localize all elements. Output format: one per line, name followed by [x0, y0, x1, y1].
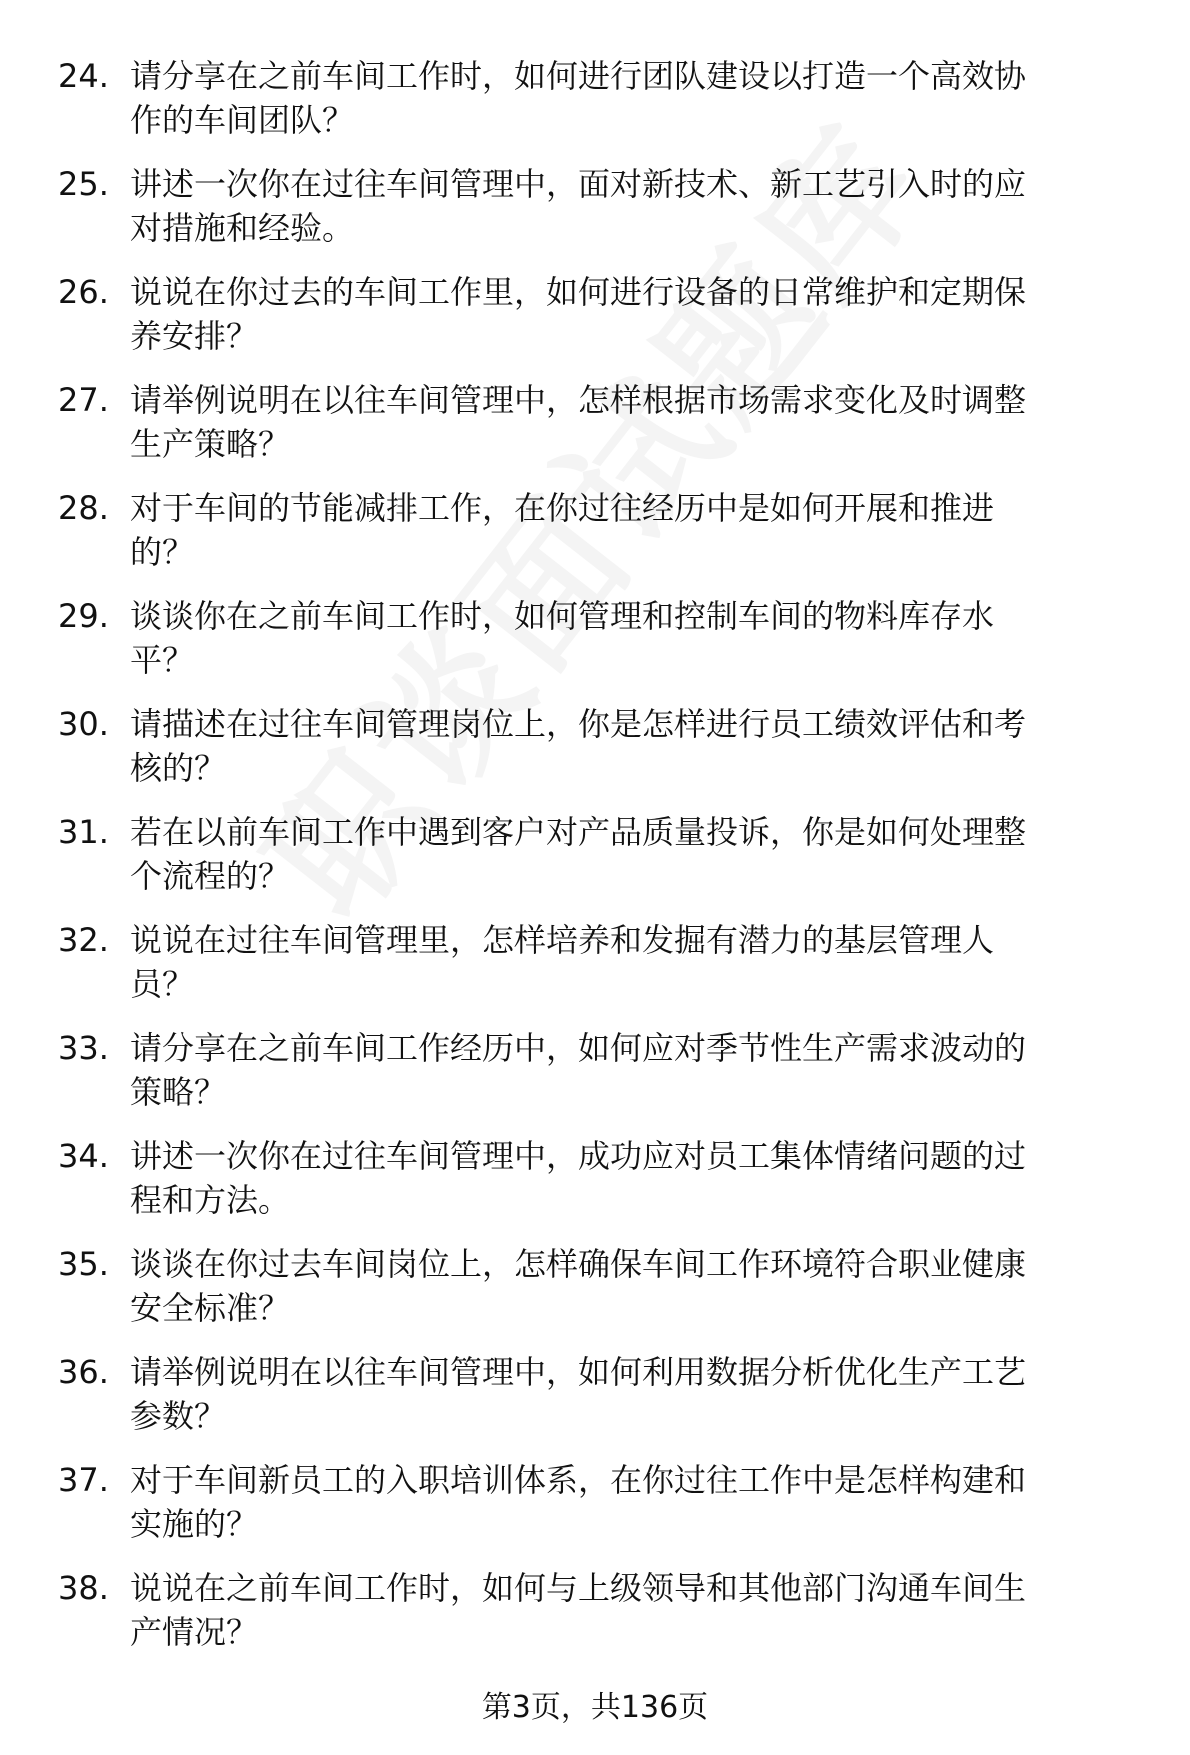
- question-line-1: 对于车间的节能减排工作，在你过往经历中是如何开展和推进: [130, 489, 995, 527]
- list-item: [58, 594, 1148, 702]
- question-line-1: 谈谈你在之前车间工作时，如何管理和控制车间的物料库存水: [130, 597, 995, 635]
- question-number: 29.: [58, 597, 109, 635]
- question-line-1: 请举例说明在以往车间管理中，怎样根据市场需求变化及时调整: [130, 381, 1027, 419]
- question-line-1: 讲述一次你在过往车间管理中，成功应对员工集体情绪问题的过: [130, 1137, 1027, 1175]
- list-item: [58, 378, 1148, 486]
- question-line-2: 参数？: [130, 1397, 227, 1435]
- question-text: [130, 810, 1190, 898]
- question-line-1: 请描述在过往车间管理岗位上，你是怎样进行员工绩效评估和考: [130, 705, 1027, 743]
- question-number: 34.: [58, 1137, 109, 1175]
- question-number: 30.: [58, 705, 109, 743]
- question-line-1: 说说在之前车间工作时，如何与上级领导和其他部门沟通车间生: [130, 1569, 1027, 1607]
- question-list: [58, 54, 1148, 1674]
- question-line-2: 平？: [130, 641, 195, 679]
- list-item: [58, 1242, 1148, 1350]
- question-line-2: 策略？: [130, 1073, 227, 1111]
- question-number: 35.: [58, 1245, 109, 1283]
- question-line-2: 程和方法。: [130, 1181, 291, 1219]
- question-line-1: 请分享在之前车间工作时，如何进行团队建设以打造一个高效协: [130, 57, 1027, 95]
- question-line-1: 请分享在之前车间工作经历中，如何应对季节性生产需求波动的: [130, 1029, 1027, 1067]
- list-item: [58, 270, 1148, 378]
- question-number: 28.: [58, 489, 109, 527]
- question-number: 32.: [58, 921, 109, 959]
- page-footer: 第3页，共136页: [481, 1690, 709, 1725]
- list-item: [58, 54, 1148, 162]
- question-line-1: 说说在过往车间管理里，怎样培养和发掘有潜力的基层管理人: [130, 921, 995, 959]
- question-text: [130, 918, 1190, 1006]
- question-number: 33.: [58, 1029, 109, 1067]
- question-text: [130, 1566, 1190, 1654]
- question-number: 31.: [58, 813, 109, 851]
- list-item: [58, 810, 1148, 918]
- question-number: 38.: [58, 1569, 109, 1607]
- question-text: [130, 1134, 1190, 1222]
- list-item: [58, 162, 1148, 270]
- question-line-2: 个流程的？: [130, 857, 291, 895]
- question-number: 27.: [58, 381, 109, 419]
- question-number: 24.: [58, 57, 109, 95]
- question-text: [130, 1242, 1190, 1330]
- question-number: 26.: [58, 273, 109, 311]
- question-line-2: 安全标准？: [130, 1289, 291, 1327]
- question-text: [130, 1026, 1190, 1114]
- question-line-2: 的？: [130, 533, 195, 571]
- list-item: [58, 486, 1148, 594]
- question-line-1: 讲述一次你在过往车间管理中，面对新技术、新工艺引入时的应: [130, 165, 1027, 203]
- list-item: [58, 702, 1148, 810]
- question-text: [130, 162, 1190, 250]
- question-text: [130, 270, 1190, 358]
- question-text: [130, 54, 1190, 142]
- question-line-2: 产情况？: [130, 1613, 259, 1651]
- question-number: 36.: [58, 1353, 109, 1391]
- question-line-2: 实施的？: [130, 1505, 259, 1543]
- question-text: [130, 594, 1190, 682]
- list-item: [58, 1026, 1148, 1134]
- question-number: 37.: [58, 1461, 109, 1499]
- list-item: [58, 918, 1148, 1026]
- question-line-1: 谈谈在你过去车间岗位上，怎样确保车间工作环境符合职业健康: [130, 1245, 1027, 1283]
- question-text: [130, 1350, 1190, 1438]
- list-item: [58, 1566, 1148, 1674]
- question-line-2: 养安排？: [130, 317, 259, 355]
- list-item: [58, 1134, 1148, 1242]
- question-line-1: 请举例说明在以往车间管理中，如何利用数据分析优化生产工艺: [130, 1353, 1027, 1391]
- question-line-2: 生产策略？: [130, 425, 291, 463]
- question-line-1: 对于车间新员工的入职培训体系，在你过往工作中是怎样构建和: [130, 1461, 1027, 1499]
- list-item: [58, 1458, 1148, 1566]
- question-text: [130, 486, 1190, 574]
- question-line-2: 作的车间团队？: [130, 101, 355, 139]
- question-line-2: 对措施和经验。: [130, 209, 355, 247]
- question-text: [130, 378, 1190, 466]
- question-line-2: 员？: [130, 965, 195, 1003]
- question-line-1: 说说在你过去的车间工作里，如何进行设备的日常维护和定期保: [130, 273, 1027, 311]
- question-text: [130, 1458, 1190, 1546]
- question-text: [130, 702, 1190, 790]
- list-item: [58, 1350, 1148, 1458]
- question-line-1: 若在以前车间工作中遇到客户对产品质量投诉，你是如何处理整: [130, 813, 1027, 851]
- question-number: 25.: [58, 165, 109, 203]
- question-line-2: 核的？: [130, 749, 227, 787]
